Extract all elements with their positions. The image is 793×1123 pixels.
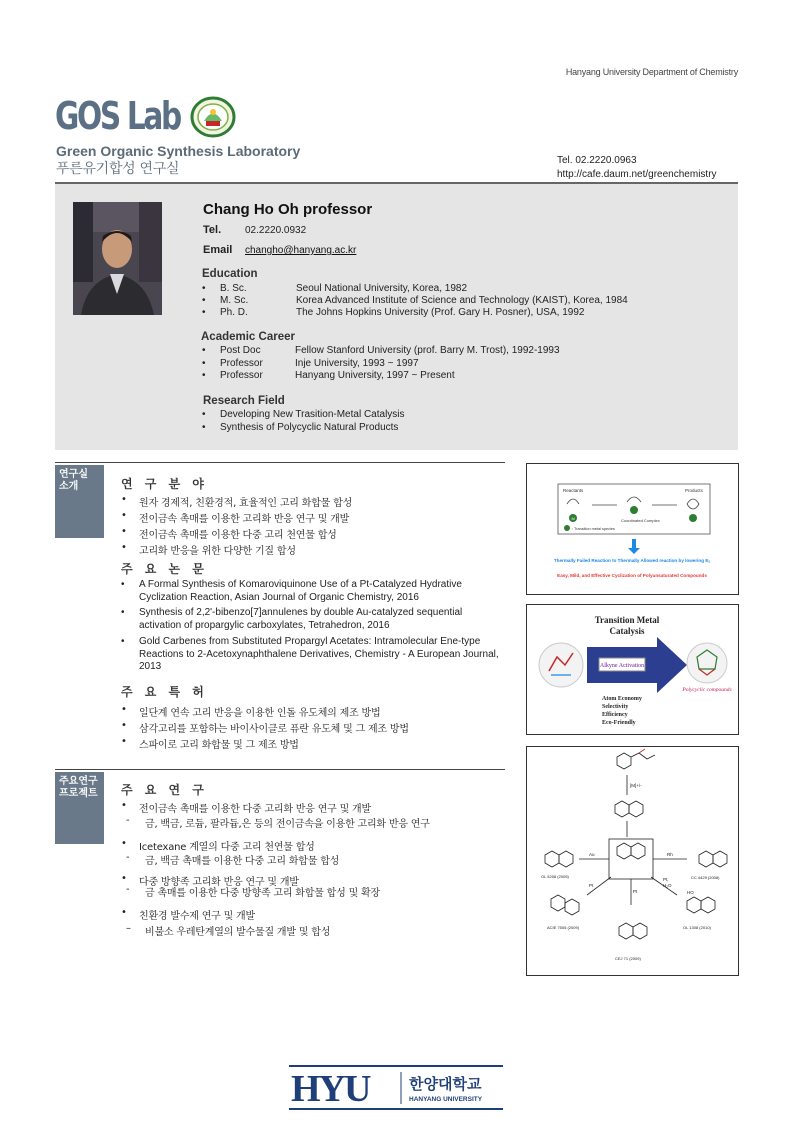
svg-text:Au: Au	[589, 852, 595, 857]
svg-text:Atom Economy: Atom Economy	[602, 696, 642, 702]
svg-text:한양대학교: 한양대학교	[409, 1075, 482, 1093]
lab-logo-text: GOS Lab	[55, 94, 180, 138]
svg-text:Pt: Pt	[633, 889, 638, 894]
projects-tab: 주요연구 프로젝트	[55, 772, 104, 844]
email-link[interactable]: changho@hanyang.ac.kr	[245, 245, 357, 256]
section-divider	[55, 769, 505, 770]
svg-text:Pt: Pt	[589, 883, 594, 888]
papers-heading: 주 요 논 문	[121, 562, 208, 576]
svg-text:Catalysis: Catalysis	[609, 626, 645, 636]
svg-text:Coordinated Complex: Coordinated Complex	[621, 518, 660, 523]
svg-text:CEJ 71 (2009): CEJ 71 (2009)	[615, 956, 641, 961]
projects-heading: 주 요 연 구	[121, 783, 208, 797]
svg-text:M: M	[571, 516, 575, 521]
department-label: Hanyang University Department of Chemistry	[565, 67, 738, 77]
svg-text:Products: Products	[685, 488, 703, 493]
reaction-network-figure	[526, 746, 739, 976]
svg-text:CC 4429 (2008): CC 4429 (2008)	[691, 875, 720, 880]
svg-text:Selectivity: Selectivity	[602, 704, 629, 710]
svg-text:HANYANG UNIVERSITY: HANYANG UNIVERSITY	[409, 1096, 483, 1103]
lab-website-link[interactable]: http://cafe.daum.net/greenchemistry	[557, 169, 717, 180]
professor-name: Chang Ho Oh professor	[203, 201, 373, 218]
patents-heading: 주 요 특 허	[121, 685, 208, 699]
svg-text:Alkyne Activation: Alkyne Activation	[599, 663, 645, 669]
tel-value: 02.2220.0932	[245, 225, 307, 236]
lab-phone: Tel. 02.2220.0963	[557, 155, 637, 166]
lab-seal-icon	[190, 96, 236, 138]
svg-text:Transition Metal: Transition Metal	[594, 615, 660, 625]
svg-text:ACIE 7505 (2009): ACIE 7505 (2009)	[547, 925, 580, 930]
svg-text:H₂O: H₂O	[663, 883, 672, 888]
email-label: Email	[203, 244, 233, 256]
svg-text:OL 5208 (2005): OL 5208 (2005)	[541, 874, 569, 879]
catalysis-diagram-figure	[526, 604, 739, 735]
svg-text:Polycyclic compounds: Polycyclic compounds	[682, 687, 732, 693]
svg-text:Reactants: Reactants	[563, 488, 584, 493]
svg-text:Easy, Mild, and Effective Cycl: Easy, Mild, and Effective Cyclization of Polyunsaturated Compounds	[557, 573, 707, 578]
svg-text:Pt,: Pt,	[663, 877, 669, 882]
professor-photo	[73, 202, 162, 315]
intro-tab: 연구실 소개	[55, 465, 104, 538]
paper-item: • Gold Carbenes from Substituted Propargyl Acetates: Intramolecular Ene-type Reactions to 2-Acetoxynaphthalene Derivatives, Chemistry - A European Journal, 2013	[121, 636, 499, 672]
profile-panel: Chang Ho Oh professor Tel. 02.2220.0932 Email changho@hanyang.ac.kr Education • B. Sc. Seoul National University, Korea, 1982 • M. Sc. Korea Advanced Institute of Science and Technology (KAIST), Korea, 1984 • Ph. D. The Johns Hopkins University (Prof. Gary H. Posner), USA, 1992 Academic Career • Post Doc Fellow Stanford University (prof. Barry M. Trost), 1992-1993 • Professor Inje University, 1993 ~ 1997 • Professor Hanyang University, 1997 ~ Present Research Field • Developing New Trasition-Metal Catalysis • Synthesis of Polycyclic Natural Products	[55, 184, 738, 450]
svg-text:Eco-Friendly: Eco-Friendly	[602, 720, 636, 726]
svg-text:OL 1308 (2010): OL 1308 (2010)	[683, 925, 711, 930]
svg-text:HYU: HYU	[291, 1068, 370, 1110]
lab-name-english: Green Organic Synthesis Laboratory	[56, 143, 301, 159]
paper-item: • A Formal Synthesis of Komaroviquinone Use of a Pt-Catalyzed Hydrative Cyclization Reaction, Asian Journal of Organic Chemistry, 2016	[121, 579, 462, 603]
career-heading: Academic Career	[201, 331, 295, 343]
svg-text:Rh: Rh	[667, 852, 673, 857]
hanyang-university-logo	[289, 1064, 503, 1112]
education-heading: Education	[202, 268, 258, 280]
svg-text:Thermally Failed Reaction to T: Thermally Failed Reaction to Thermally Allowed reaction by lowering Eₐ	[553, 558, 711, 563]
tel-label: Tel.	[203, 224, 222, 236]
svg-text:[M]+/-: [M]+/-	[630, 783, 642, 788]
research-heading: Research Field	[203, 395, 285, 407]
svg-text:HO: HO	[687, 890, 694, 895]
svg-text:Efficiency: Efficiency	[602, 712, 628, 718]
svg-text:: Transition metal species: : Transition metal species	[572, 527, 615, 531]
lab-name-korean: 푸른유기합성 연구실	[56, 161, 180, 177]
cyclization-scheme-figure	[526, 463, 739, 595]
paper-item: • Synthesis of 2,2'-bibenzo[7]annulenes by double Au-catalyzed sequential activation of propargylic carboxylates, Tetrahedron, 2016	[121, 607, 463, 631]
section-divider	[55, 462, 505, 463]
research-field-heading: 연 구 분 야	[121, 477, 208, 491]
